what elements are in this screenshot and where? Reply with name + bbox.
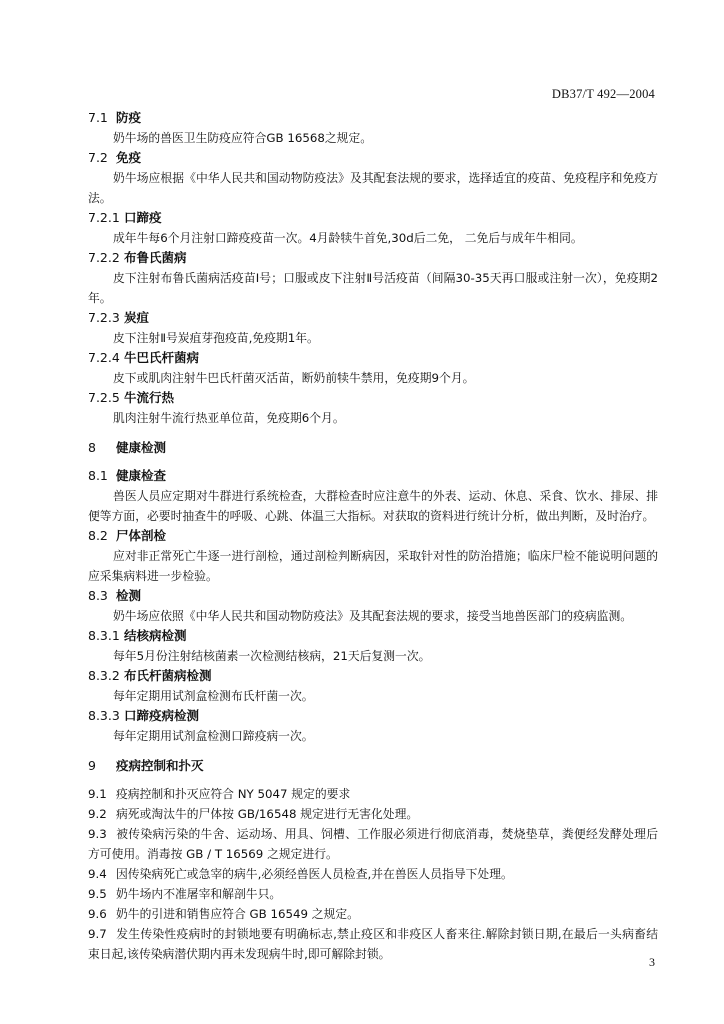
item-number: 9.1: [88, 787, 107, 801]
section-title: 健康检查: [116, 468, 167, 483]
section-title: 疫病控制和扑灭: [116, 758, 204, 773]
item-text: 被传染病污染的牛舍、运动场、用具、饲槽、工作服必须进行彻底消毒，焚烧垫草，粪便经发酵处理后方可使用。消毒按 GB / T 16569 之规定进行。: [88, 827, 658, 861]
paragraph: 皮下注射布鲁氏菌病活疫苗Ⅰ号；口服或皮下注射Ⅱ号活疫苗（间隔30-35天再口服或注射一次），免疫期2年。: [88, 271, 658, 305]
item-number: 9.3: [88, 827, 107, 841]
section-number: 8.2: [88, 528, 108, 543]
page-number: 3: [649, 955, 655, 969]
section-title: 结核病检测: [124, 628, 187, 643]
section-number: 8.3.1: [88, 628, 120, 643]
list-item: [88, 784, 658, 804]
section-heading: [88, 208, 658, 228]
section-number: 8.3.3: [88, 708, 120, 723]
section-heading: [88, 586, 658, 606]
section-number: 8.3: [88, 588, 108, 603]
item-number: 9.5: [88, 887, 107, 901]
paragraph: 奶牛场应根据《中华人民共和国动物防疫法》及其配套法规的要求，选择适宜的疫苗、免疫程序和免疫方法。: [88, 171, 658, 205]
item-text: 发生传染性疫病时的封锁地要有明确标志,禁止疫区和非疫区人畜来往.解除封锁日期,在最后一头病畜结束日起,该传染病潜伏期内再未发现病牛时,即可解除封锁。: [88, 927, 658, 961]
section-title: 布鲁氏菌病: [124, 250, 187, 265]
section-heading: [88, 526, 658, 546]
section-heading: [88, 626, 658, 646]
document-body: [88, 108, 658, 964]
item-number: 9.4: [88, 867, 107, 881]
document-code: DB37/T 492—2004: [551, 87, 655, 101]
section-title: 炭疽: [124, 310, 150, 325]
paragraph: 肌肉注射牛流行热亚单位苗，免疫期6个月。: [113, 411, 345, 425]
list-item: [88, 864, 658, 884]
section-heading: [88, 438, 658, 458]
paragraph: 皮下注射Ⅱ号炭疽芽孢疫苗,免疫期1年。: [113, 331, 319, 345]
section-heading: [88, 148, 658, 168]
paragraph: 每年定期用试剂盒检测口蹄疫病一次。: [113, 729, 314, 743]
section-title: 口蹄疫病检测: [124, 708, 200, 723]
section-title: 布氏杆菌病检测: [124, 668, 212, 683]
section-title: 防疫: [116, 110, 142, 125]
paragraph: 奶牛场的兽医卫生防疫应符合GB 16568之规定。: [113, 131, 373, 145]
item-text: 因传染病死亡或急宰的病牛,必须经兽医人员检查,并在兽医人员指导下处理。: [116, 867, 513, 881]
section-number: 7.2.5: [88, 390, 120, 405]
item-text: 病死或淘汰牛的尸体按 GB/16548 规定进行无害化处理。: [116, 807, 419, 821]
section-number: 9: [88, 758, 96, 773]
paragraph: 成年牛每6个月注射口蹄疫疫苗一次。4月龄犊牛首免,30d后二免， 二免后与成年牛相同。: [113, 231, 583, 245]
list-item: [88, 924, 658, 964]
section-number: 8.1: [88, 468, 108, 483]
item-text: 奶牛场内不准屠宰和解剖牛只。: [116, 887, 282, 901]
paragraph: 皮下或肌肉注射牛巴氏杆菌灭活苗，断奶前犊牛禁用，免疫期9个月。: [113, 371, 475, 385]
paragraph: 兽医人员应定期对牛群进行系统检查，大群检查时应注意牛的外表、运动、休息、采食、饮水、排尿、排便等方面，必要时抽查牛的呼吸、心跳、体温三大指标。对获取的资料进行统计分析，做出判断，及时治疗。: [88, 489, 658, 523]
section-heading: [88, 308, 658, 328]
item-text: 疫病控制和扑灭应符合 NY 5047 规定的要求: [116, 787, 351, 801]
paragraph: 应对非正常死亡牛逐一进行剖检，通过剖检判断病因，采取针对性的防治措施；临床尸检不能说明问题的应采集病料进一步检验。: [88, 549, 658, 583]
section-heading: [88, 706, 658, 726]
item-number: 9.2: [88, 807, 107, 821]
item-number: 9.7: [88, 927, 107, 941]
list-item: [88, 884, 658, 904]
item-text: 奶牛的引进和销售应符合 GB 16549 之规定。: [116, 907, 359, 921]
section-heading: [88, 756, 658, 776]
section-heading: [88, 466, 658, 486]
section-title: 尸体剖检: [116, 528, 167, 543]
paragraph: 奶牛场应依照《中华人民共和国动物防疫法》及其配套法规的要求，接受当地兽医部门的疫病监测。: [113, 609, 633, 623]
section-number: 8: [88, 440, 96, 455]
item-number: 9.6: [88, 907, 107, 921]
section-heading: [88, 108, 658, 128]
section-title: 健康检测: [116, 440, 167, 455]
section-number: 8.3.2: [88, 668, 120, 683]
section-heading: [88, 348, 658, 368]
section-number: 7.2.4: [88, 350, 120, 365]
section-number: 7.2: [88, 150, 108, 165]
section-title: 检测: [116, 588, 142, 603]
paragraph: 每年定期用试剂盒检测布氏杆菌一次。: [113, 689, 314, 703]
section-number: 7.2.3: [88, 310, 120, 325]
section-title: 免疫: [116, 150, 142, 165]
list-item: [88, 904, 658, 924]
section-heading: [88, 388, 658, 408]
list-item: [88, 824, 658, 864]
section-title: 牛巴氏杆菌病: [124, 350, 200, 365]
section-heading: [88, 248, 658, 268]
paragraph: 每年5月份注射结核菌素一次检测结核病，21天后复测一次。: [113, 649, 431, 663]
section-heading: [88, 666, 658, 686]
section-number: 7.2.2: [88, 250, 120, 265]
section-number: 7.1: [88, 110, 108, 125]
section-number: 7.2.1: [88, 210, 120, 225]
section-title: 牛流行热: [124, 390, 175, 405]
list-item: [88, 804, 658, 824]
section-title: 口蹄疫: [124, 210, 162, 225]
